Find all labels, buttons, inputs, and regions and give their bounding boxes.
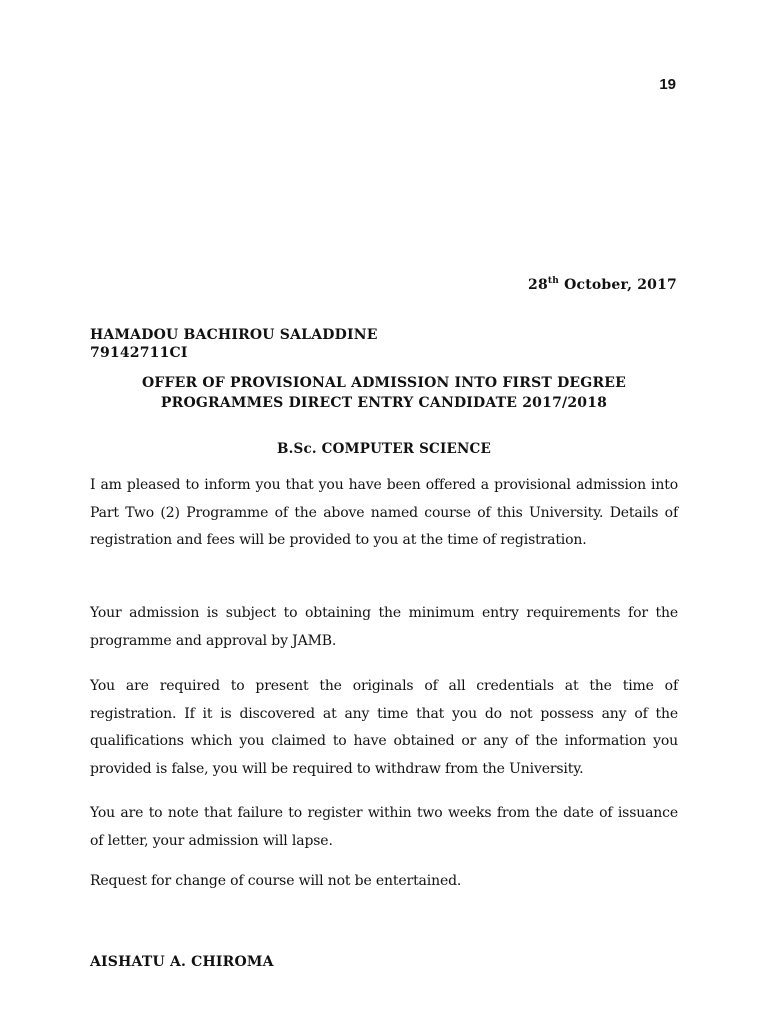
paragraph-change-of-course: Request for change of course will not be entertained.	[90, 873, 462, 889]
paragraph-offer: I am pleased to inform you that you have been offered a provisional admission into Part Two (2) Programme of the above named course of this University. Details of registration and fees will be provided to you at the time of registration.	[90, 477, 678, 548]
paragraph-lapse: You are to note that failure to register within two weeks from the date of issuance of letter, your admission will lapse.	[90, 805, 678, 849]
heading-line-2: PROGRAMMES DIRECT ENTRY CANDIDATE 2017/2018	[160, 395, 608, 411]
date-suffix: th	[547, 276, 560, 286]
date-day: 28	[528, 277, 548, 293]
paragraph-requirements: Your admission is subject to obtaining the minimum entry requirements for the programme and approval by JAMB.	[90, 605, 678, 649]
recipient-name: HAMADOU BACHIROU SALADDINE	[90, 327, 378, 343]
date-rest: October, 2017	[559, 277, 677, 293]
letter-heading	[90, 373, 678, 413]
page-number: 19	[659, 76, 676, 93]
paragraph-credentials: You are required to present the originals of all credentials at the time of registration. If it is discovered at any time that you do not possess any of the qualifications which you claimed to have obtained or any of the information you provided is false, you will be required to withdraw from the University.	[90, 678, 678, 777]
signatory-name: AISHATU A. CHIROMA	[90, 954, 274, 970]
heading-line-1: OFFER OF PROVISIONAL ADMISSION INTO FIRST DEGREE	[141, 375, 627, 391]
letter-date	[528, 277, 677, 293]
recipient-id: 79142711CI	[90, 345, 188, 361]
course-title: B.Sc. COMPUTER SCIENCE	[277, 441, 491, 457]
recipient-block	[90, 326, 378, 362]
